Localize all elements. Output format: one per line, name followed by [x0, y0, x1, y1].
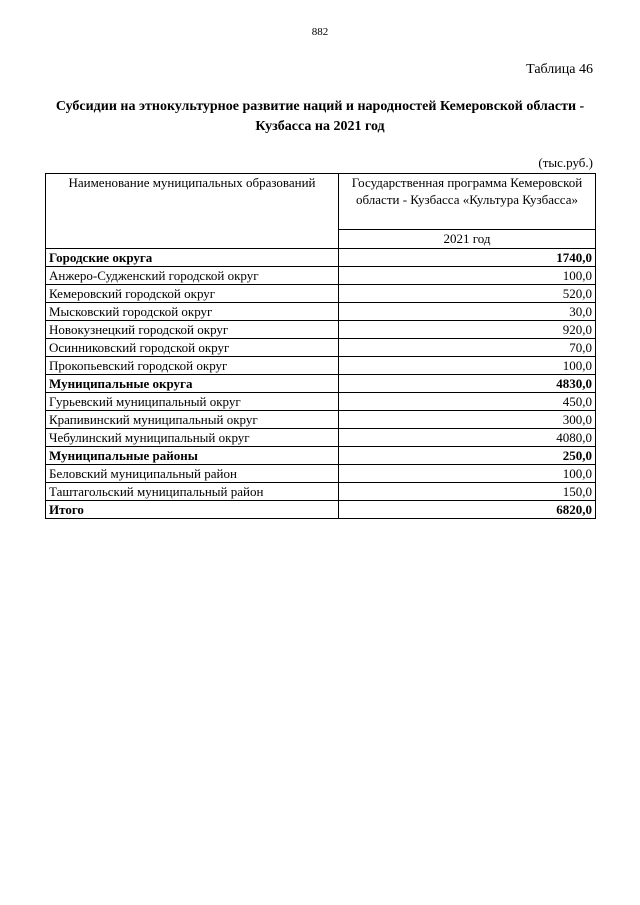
row-value: 100,0 — [339, 357, 596, 375]
subsidy-table — [45, 173, 596, 519]
row-name: Чебулинский муниципальный округ — [46, 429, 339, 447]
table-row — [46, 249, 596, 267]
row-value: 250,0 — [339, 447, 596, 465]
row-value: 920,0 — [339, 321, 596, 339]
table-row — [46, 483, 596, 501]
table-row — [46, 375, 596, 393]
table-row — [46, 303, 596, 321]
table-label: Таблица 46 — [526, 62, 593, 77]
row-value: 520,0 — [339, 285, 596, 303]
row-name: Итого — [46, 501, 339, 519]
row-value: 6820,0 — [339, 501, 596, 519]
table-row — [46, 429, 596, 447]
row-name: Новокузнецкий городской округ — [46, 321, 339, 339]
row-value: 4830,0 — [339, 375, 596, 393]
row-name: Городские округа — [46, 249, 339, 267]
row-name: Таштагольский муниципальный район — [46, 483, 339, 501]
table-row — [46, 501, 596, 519]
row-name: Осинниковский городской округ — [46, 339, 339, 357]
header-name-column: Наименование муниципальных образований — [46, 174, 339, 249]
row-value: 1740,0 — [339, 249, 596, 267]
row-name: Мысковский городской округ — [46, 303, 339, 321]
row-name: Муниципальные районы — [46, 447, 339, 465]
row-value: 70,0 — [339, 339, 596, 357]
row-name: Крапивинский муниципальный округ — [46, 411, 339, 429]
table-row — [46, 267, 596, 285]
table-row — [46, 321, 596, 339]
title-line-1: Субсидии на этнокультурное развитие наций и народностей Кемеровской области - — [55, 99, 585, 114]
row-value: 300,0 — [339, 411, 596, 429]
row-value: 450,0 — [339, 393, 596, 411]
row-name: Прокопьевский городской округ — [46, 357, 339, 375]
row-value: 4080,0 — [339, 429, 596, 447]
row-value: 100,0 — [339, 267, 596, 285]
document-title — [40, 97, 600, 137]
row-name: Гурьевский муниципальный округ — [46, 393, 339, 411]
table-row — [46, 339, 596, 357]
table-row — [46, 357, 596, 375]
table-row — [46, 285, 596, 303]
table-row — [46, 465, 596, 483]
title-line-2: Кузбасса на 2021 год — [255, 119, 385, 134]
row-name: Беловский муниципальный район — [46, 465, 339, 483]
header-year-column: 2021 год — [339, 229, 596, 248]
row-name: Муниципальные округа — [46, 375, 339, 393]
row-name: Кемеровский городской округ — [46, 285, 339, 303]
row-value: 30,0 — [339, 303, 596, 321]
table-row — [46, 411, 596, 429]
table-body — [46, 174, 596, 519]
header-row — [46, 174, 596, 230]
table-row — [46, 447, 596, 465]
row-value: 100,0 — [339, 465, 596, 483]
units-label: (тыс.руб.) — [538, 155, 593, 170]
row-name: Анжеро-Судженский городской округ — [46, 267, 339, 285]
table-row — [46, 393, 596, 411]
header-program-column: Государственная программа Кемеровской области - Кузбасса «Культура Кузбасса» — [339, 174, 596, 230]
page-number: 882 — [311, 26, 329, 38]
row-value: 150,0 — [339, 483, 596, 501]
